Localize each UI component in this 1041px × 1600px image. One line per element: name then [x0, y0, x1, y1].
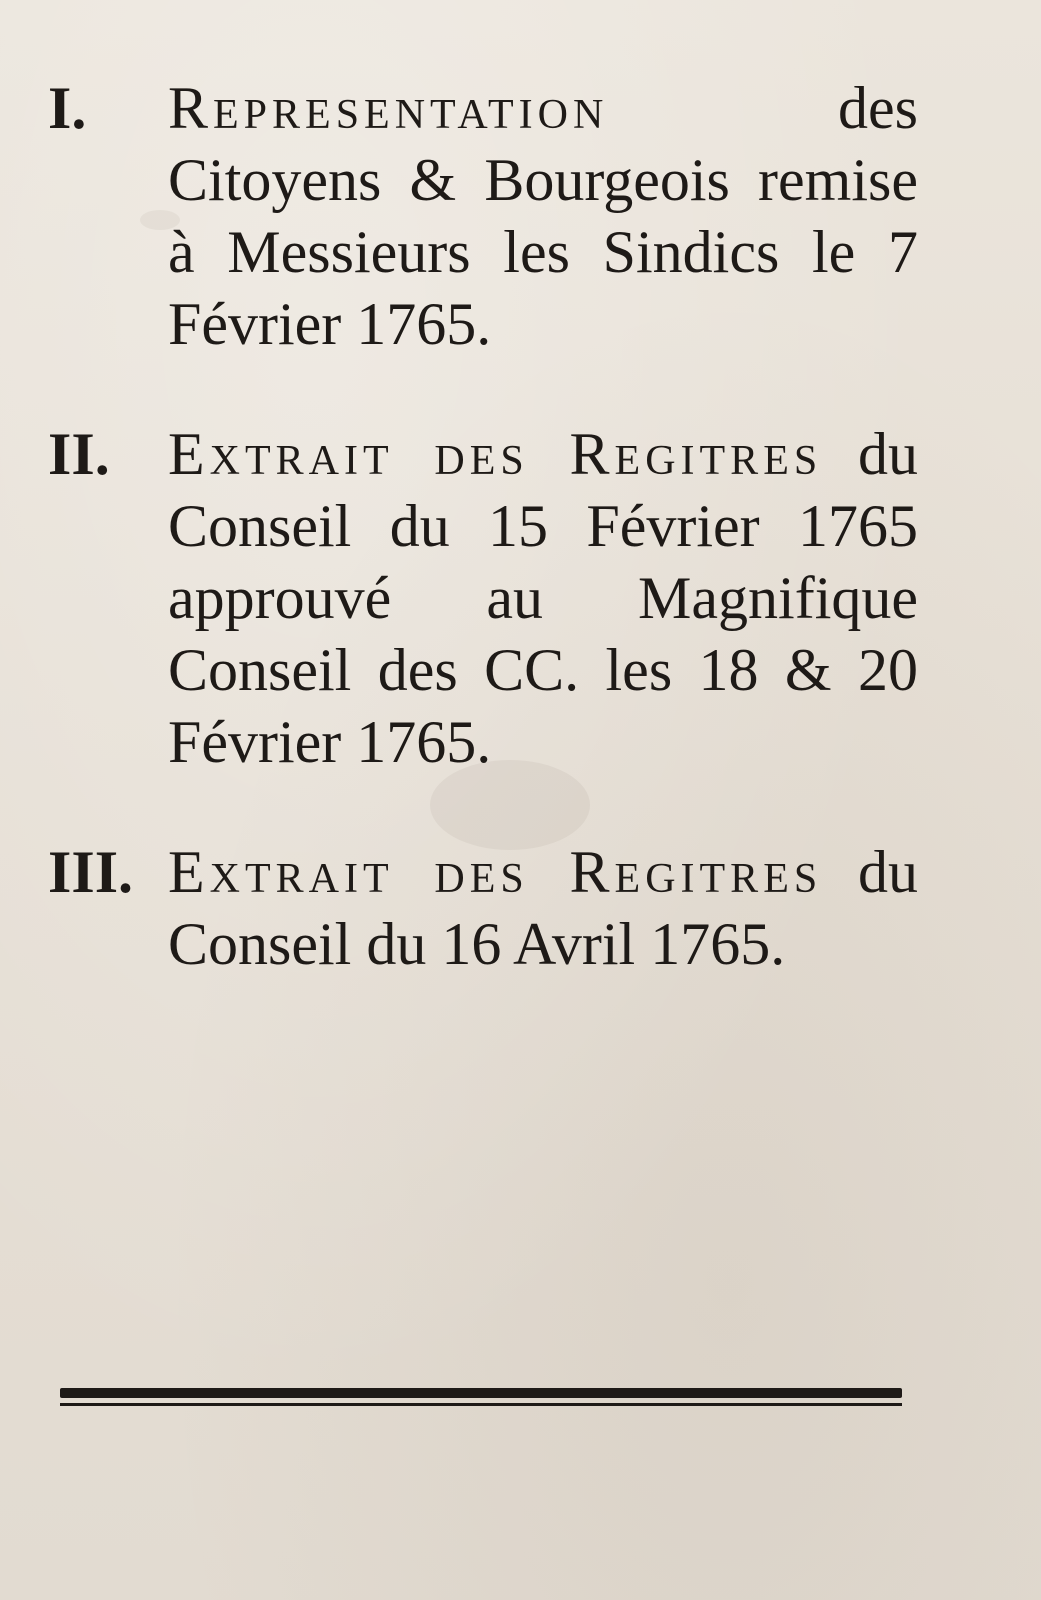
- contents-entry-3: [48, 836, 918, 980]
- entry-body: du Conseil du 15 Février 1765 approuvé au Magnifique Conseil des CC. les 18 & 20 Février 1765.: [168, 421, 918, 775]
- entry-body: des Citoyens & Bourgeois remise à Messieurs les Sindics le 7 Février 1765.: [168, 75, 918, 357]
- entry-text: [168, 836, 918, 980]
- contents-entry-2: [48, 418, 918, 778]
- entry-numeral: III.: [48, 839, 134, 905]
- entry-text: [168, 418, 918, 778]
- rule-thick-line: [60, 1388, 902, 1398]
- entry-body: du Conseil du 16 Avril 1765.: [168, 839, 918, 977]
- contents-entry-1: [48, 72, 918, 360]
- entry-heading: Extrait des Regitres: [168, 839, 823, 905]
- double-rule: [60, 1388, 902, 1406]
- entry-text: [168, 72, 918, 360]
- contents-list: [48, 72, 918, 1038]
- entry-numeral: II.: [48, 421, 110, 487]
- entry-heading: Extrait des Regitres: [168, 421, 823, 487]
- rule-thin-line: [60, 1403, 902, 1406]
- entry-heading: Representation: [168, 75, 609, 141]
- entry-numeral: I.: [48, 75, 87, 141]
